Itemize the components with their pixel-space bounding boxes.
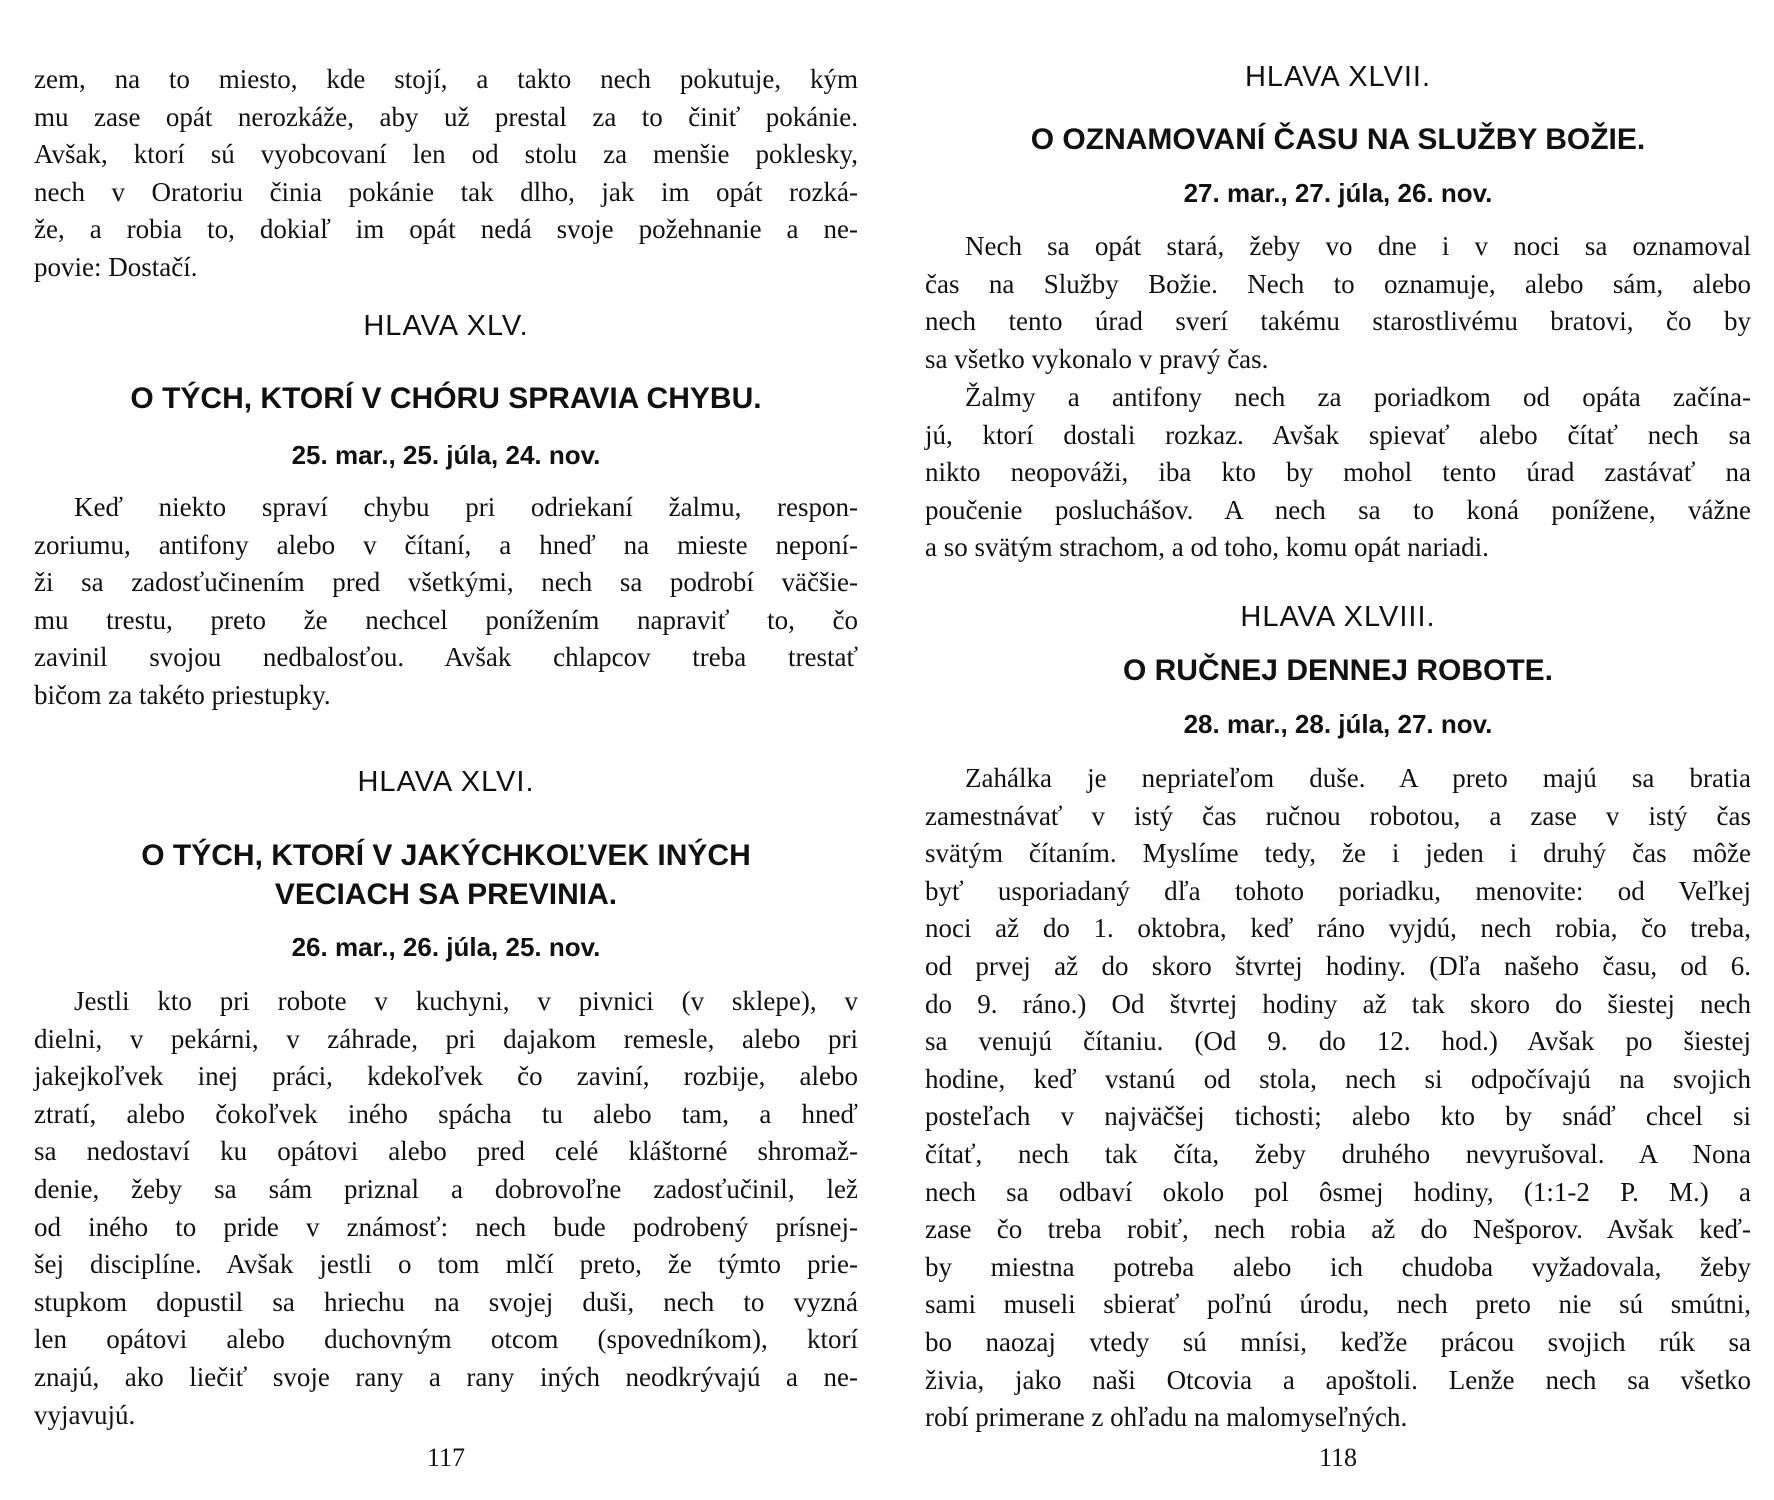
chapter-heading-48: HLAVA XLVIII. (1240, 601, 1436, 633)
text-line: Avšak, ktorí sú vyobcovaní len od stolu za menšie poklesky, (34, 139, 858, 170)
text-line: nech tento úrad sverí takému starostlivému bratovi, čo by (925, 306, 1751, 337)
text-line: mu trestu, preto že nechcel ponížením napraviť to, čo (34, 604, 858, 635)
text-line: zavinil svojou nedbalosťou. Avšak chlapcov treba trestať (34, 642, 858, 673)
text-line: dielni, v pekárni, v záhrade, pri dajakom remesle, alebo pri (34, 1023, 858, 1054)
text-line: robí primerane z ohľadu na malomyseľných. (925, 1402, 1408, 1433)
text-line: nikto neopováži, iba kto by mohol tento úrad zastávať na (925, 457, 1751, 488)
text-line: svätým čítaním. Myslíme tedy, že i jeden i druhý čas môže (925, 838, 1751, 869)
text-line: ztratí, alebo čokoľvek iného spácha tu alebo tam, a hneď (34, 1098, 858, 1129)
text-line: nech v Oratoriu činia pokánie tak dlho, jak im opát rozká- (34, 176, 858, 207)
text-line: sa venujú čítaniu. (Od 9. do 12. hod.) Avšak po šiestej (925, 1026, 1751, 1057)
text-line: ži sa zadosťučinením pred všetkými, nech sa podrobí väčšie- (34, 567, 858, 598)
text-line: hodine, keď vstanú od stola, nech si odpočívajú na svojich (925, 1063, 1751, 1094)
left-page (34, 0, 858, 1500)
text-line: a so svätým strachom, a od toho, komu opát nariadi. (925, 532, 1489, 563)
intro-paragraph (34, 61, 858, 287)
text-line: zem, na to miesto, kde stojí, a takto nech pokutuje, kým (34, 64, 858, 94)
text-line: znajú, ako liečiť svoje rany a rany iných neodkrývajú a ne- (34, 1361, 858, 1392)
text-line: čas na Služby Božie. Nech to oznamuje, alebo sám, alebo (925, 268, 1751, 299)
text-line: od iného to pride v známosť: nech bude podrobený prísnej- (34, 1211, 858, 1242)
text-line: posteľach v najväčšej tichosti; alebo kto by snáď chcel si (925, 1101, 1751, 1132)
right-page (925, 0, 1751, 1500)
text-line: jú, ktorí dostali rozkaz. Avšak spievať alebo čítať nech sa (925, 419, 1751, 450)
text-line: Žalmy a antifony nech za poriadkom od opáta začína- (965, 382, 1751, 412)
chapter-date-46: 26. mar., 26. júla, 25. nov. (291, 932, 601, 962)
text-line: sami museli sbierať poľnú úrodu, nech preto nie sú smútni, (925, 1289, 1751, 1320)
text-line: zase čo treba robiť, nech robia až do Nešporov. Avšak keď- (925, 1214, 1751, 1245)
text-line: od prvej až do skoro štvrtej hodiny. (Dľa našeho času, od 6. (925, 950, 1751, 981)
chapter-title-47: O OZNAMOVANÍ ČASU NA SLUŽBY BOŽIE. (1030, 123, 1646, 156)
chapter-date-47: 27. mar., 27. júla, 26. nov. (1183, 178, 1493, 208)
chapter-date-45: 25. mar., 25. júla, 24. nov. (291, 440, 601, 470)
text-line: bičom za takéto priestupky. (34, 679, 331, 710)
page-number: 117 (426, 1443, 466, 1472)
text-line: vyjavujú. (34, 1399, 136, 1430)
text-line: len opátovi alebo duchovným otcom (spovedníkom), ktorí (34, 1324, 858, 1355)
chapter-heading-47: HLAVA XLVII. (1244, 61, 1432, 93)
page-number: 118 (1318, 1443, 1358, 1472)
text-line: že, a robia to, dokiaľ im opát nedá svoje požehnanie a ne- (34, 214, 858, 245)
text-line: poučenie posluchášov. A nech sa to koná ponížene, vážne (925, 494, 1751, 525)
chapter-title-45: O TÝCH, KTORÍ V CHÓRU SPRAVIA CHYBU. (130, 382, 762, 415)
text-line: sa nedostaví ku opátovi alebo pred celé kláštorné shromaž- (34, 1136, 858, 1167)
chapter-heading-46: HLAVA XLVI. (357, 766, 535, 798)
text-line: nech sa odbaví okolo pol ôsmej hodiny, (1:1-2 P. M.) a (925, 1176, 1751, 1207)
text-line: Jestli kto pri robote v kuchyni, v pivnici (v sklepe), v (74, 986, 858, 1016)
text-line: jakejkoľvek inej práci, kdekoľvek čo zaviní, rozbije, alebo (34, 1061, 858, 1092)
chapter-heading-45: HLAVA XLV. (363, 310, 529, 342)
text-line: Nech sa opát stará, žeby vo dne i v noci sa oznamoval (965, 231, 1751, 261)
text-line: denie, žeby sa sám priznal a dobrovoľne zadosťučinil, lež (34, 1173, 858, 1204)
text-line: živia, jako naši Otcovia a apoštoli. Lenže nech sa všetko (925, 1364, 1751, 1395)
chapter-45-paragraph (34, 489, 858, 715)
text-line: povie: Dostačí. (34, 251, 198, 282)
text-line: Keď niekto spraví chybu pri odriekaní žalmu, respon- (74, 492, 858, 522)
chapter-47-paragraph-1 (925, 228, 1751, 378)
chapter-title-48: O RUČNEJ DENNEJ ROBOTE. (1122, 654, 1554, 687)
text-line: Zahálka je nepriateľom duše. A preto majú sa bratia (965, 763, 1751, 793)
chapter-date-48: 28. mar., 28. júla, 27. nov. (1183, 709, 1493, 739)
text-line: čítať, nech tak číta, žeby druhého nevyrušoval. A Nona (925, 1138, 1751, 1169)
text-line: mu zase opát nerozkáže, aby už prestal za to činiť pokánie. (34, 101, 858, 132)
text-line: noci až do 1. oktobra, keď ráno vyjdú, nech robia, čo treba, (925, 913, 1751, 944)
text-line: sa všetko vykonalo v pravý čas. (925, 343, 1269, 374)
text-line: šej disciplíne. Avšak jestli o tom mlčí preto, že týmto prie- (34, 1249, 858, 1280)
text-line: do 9. ráno.) Od štvrtej hodiny až tak skoro do šiestej nech (925, 988, 1751, 1019)
text-line: by miestna potreba alebo ich chudoba vyžadovala, žeby (925, 1251, 1751, 1282)
text-line: zamestnávať v istý čas ručnou robotou, a zase v istý čas (925, 800, 1751, 831)
chapter-47-paragraph-2 (925, 379, 1751, 567)
chapter-title-46-line1: O TÝCH, KTORÍ V JAKÝCHKOĽVEK INÝCH (141, 839, 751, 872)
chapter-46-paragraph (34, 983, 858, 1434)
chapter-title-46-line2: VECIACH SA PREVINIA. (274, 878, 618, 911)
text-line: stupkom dopustil sa hriechu na svojej duši, nech to vyzná (34, 1286, 858, 1317)
text-line: bo naozaj vtedy sú mnísi, keďže prácou svojich rúk sa (925, 1326, 1751, 1357)
chapter-48-paragraph (925, 760, 1751, 1437)
text-line: zoriumu, antifony alebo v čítaní, a hneď na mieste neponí- (34, 529, 858, 560)
text-line: byť usporiadaný dľa tohoto poriadku, menovite: od Veľkej (925, 875, 1751, 906)
